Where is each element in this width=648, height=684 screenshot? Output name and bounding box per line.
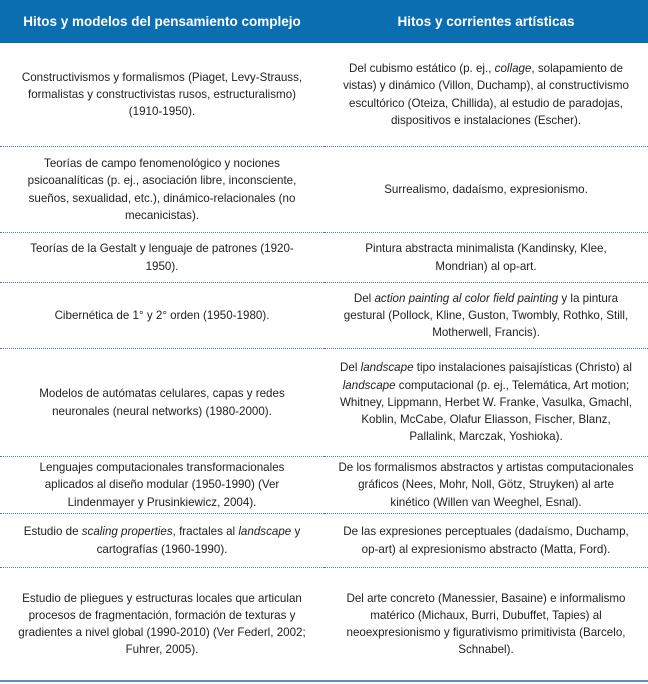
cell-art-movement bbox=[324, 43, 648, 147]
cell-complex-thought bbox=[0, 568, 324, 682]
cell-text: Del bbox=[340, 361, 361, 375]
cell-art-movement bbox=[324, 349, 648, 457]
cell-text: , solapamiento de vistas) y dinámico (Villon, Duchamp), al constructivismo escultórico (Oteiza, Chillida), al estudio de paradojas, dispositivos e instalaciones (Escher). bbox=[343, 62, 629, 127]
header-art-movements: Hitos y corrientes artísticas bbox=[324, 0, 648, 43]
cell-text: computacional (p. ej., Telemática, Art motion; Whitney, Lippmann, Herbet W. Franke, Vasulka, Gmachl, Koblin, McCabe, Olafur Eliasson, Fischer, Blanz, Pallalink, Marczak, Yoshioka). bbox=[339, 378, 633, 444]
cell-complex-thought bbox=[0, 233, 324, 283]
cell-complex-thought bbox=[0, 349, 324, 457]
cell-art-movement bbox=[324, 233, 648, 283]
italic-text: scaling properties bbox=[81, 525, 173, 539]
cell-text: Modelos de autómatas celulares, capas y redes neuronales (neural networks) (1980-2000). bbox=[39, 387, 285, 418]
italic-text: landscape bbox=[342, 378, 396, 392]
cell-text: Teorías de campo fenomenológico y nociones psicoanalíticas (p. ej., asociación libre, inconsciente, sueños, sexualidad, etc.), dinámico-relacionales (no mecanicistas). bbox=[27, 157, 297, 222]
cell-complex-thought bbox=[0, 147, 324, 233]
table-row bbox=[0, 147, 648, 233]
cell-art-movement bbox=[324, 147, 648, 233]
table-row bbox=[0, 457, 648, 514]
cell-art-movement bbox=[324, 568, 648, 682]
cell-text: Constructivismos y formalismos (Piaget, Levy-Strauss, formalistas y constructivistas rusos, estructuralismo) (1910-1950). bbox=[21, 70, 303, 119]
cell-text: y la pintura gestural (Pollock, Kline, Guston, Twombly, Rothko, Still, Motherwell, Francis). bbox=[343, 291, 629, 340]
italic-text: collage bbox=[494, 62, 532, 76]
table-header-row bbox=[0, 0, 648, 43]
cell-text: De las expresiones perceptuales (dadaísmo, Duchamp, op-art) al expresionismo abstracto (Matta, Ford). bbox=[343, 525, 629, 556]
table-row bbox=[0, 514, 648, 568]
cell-text: Estudio de bbox=[23, 525, 82, 539]
cell-complex-thought bbox=[0, 514, 324, 568]
cell-text: Lenguajes computacionales transformacionales aplicados al diseño modular (1950-1990) (Ver Lindenmayer y Prusinkiewicz, 2004). bbox=[39, 461, 285, 509]
cell-text: , fractales al bbox=[172, 525, 239, 539]
cell-complex-thought bbox=[0, 43, 324, 147]
cell-text: Estudio de pliegues y estructuras locales que articulan procesos de fragmentación, formación de texturas y gradientes a nivel global (1990-2010) (Ver Federl, 2002; Fuhrer, 2005). bbox=[18, 591, 306, 657]
cell-text: tipo instalaciones paisajísticas (Christo) al bbox=[413, 361, 632, 375]
table-row bbox=[0, 43, 648, 147]
italic-text: landscape bbox=[238, 525, 292, 539]
cell-text: Del arte concreto (Manessier, Basaine) e informalismo matérico (Michaux, Burri, Dubuffet, Tapies) al neoexpresionismo y figurativismo primitivista (Barcelo, Schnabel). bbox=[346, 591, 626, 657]
table-row bbox=[0, 568, 648, 682]
cell-art-movement bbox=[324, 283, 648, 349]
header-complex-thought: Hitos y modelos del pensamiento complejo bbox=[0, 0, 324, 43]
cell-text: Teorías de la Gestalt y lenguaje de patrones (1920-1950). bbox=[30, 242, 294, 273]
cell-text: De los formalismos abstractos y artistas computacionales gráficos (Nees, Mohr, Noll, Götz, Struyken) al arte kinético (Willen van Weeghel, Esnal). bbox=[338, 461, 634, 509]
cell-text: Surrealismo, dadaísmo, expresionismo. bbox=[384, 182, 588, 196]
italic-text: landscape bbox=[360, 361, 414, 375]
cell-art-movement bbox=[324, 514, 648, 568]
cell-complex-thought bbox=[0, 457, 324, 514]
table-row bbox=[0, 283, 648, 349]
table-row bbox=[0, 233, 648, 283]
cell-text: Del bbox=[353, 291, 375, 305]
cell-complex-thought bbox=[0, 283, 324, 349]
table-row bbox=[0, 349, 648, 457]
cell-art-movement bbox=[324, 457, 648, 514]
italic-text: action painting al color field painting bbox=[374, 291, 559, 305]
cell-text: Cibernética de 1° y 2° orden (1950-1980). bbox=[54, 308, 270, 322]
cell-text: Del cubismo estático (p. ej., bbox=[349, 62, 495, 76]
table-body bbox=[0, 43, 648, 681]
cell-text: y cartografías (1960-1990). bbox=[96, 525, 301, 556]
cell-text: Pintura abstracta minimalista (Kandinsky, Klee, Mondrian) al op-art. bbox=[365, 242, 607, 273]
